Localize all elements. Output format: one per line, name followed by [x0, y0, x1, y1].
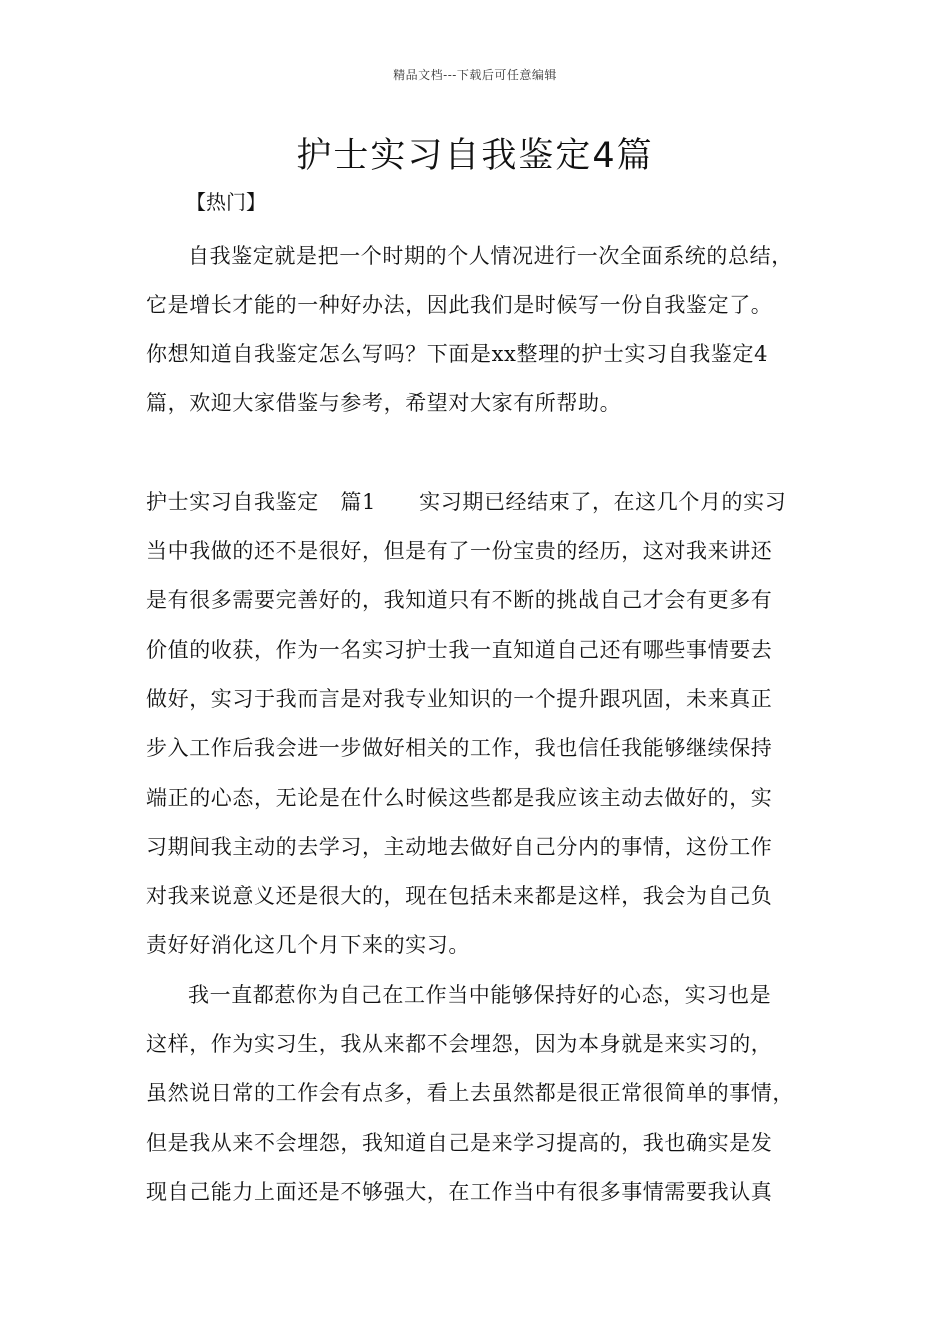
- hot-tag: 【热门】: [186, 190, 266, 214]
- section1-line: 当中我做的还不是很好，但是有了一份宝贵的经历，这对我来讲还: [146, 539, 773, 563]
- section1-line: 价值的收获，作为一名实习护士我一直知道自己还有哪些事情要去: [146, 638, 773, 662]
- para2-line: 我一直都惹你为自己在工作当中能够保持好的心态，实习也是: [188, 983, 772, 1007]
- section1-line: 做好，实习于我而言是对我专业知识的一个提升跟巩固，未来真正: [146, 687, 773, 711]
- section1-line: 护士实习自我鉴定 篇1 实习期已经结束了，在这几个月的实习: [146, 490, 787, 514]
- header-note: 精品文档---下载后可任意编辑: [393, 68, 557, 82]
- para2-line: 现自己能力上面还是不够强大，在工作当中有很多事情需要我认真: [146, 1180, 773, 1204]
- intro-line: 它是增长才能的一种好办法，因此我们是时候写一份自我鉴定了。: [146, 293, 773, 317]
- section1-line: 端正的心态，无论是在什么时候这些都是我应该主动去做好的，实: [146, 786, 773, 810]
- section1-line: 对我来说意义还是很大的，现在包括未来都是这样，我会为自己负: [146, 884, 773, 908]
- section1-line: 责好好消化这几个月下来的实习。: [146, 933, 470, 957]
- intro-line: 篇，欢迎大家借鉴与参考，希望对大家有所帮助。: [146, 391, 622, 415]
- page-title: 护士实习自我鉴定4篇: [296, 136, 654, 176]
- intro-line: 你想知道自我鉴定怎么写吗？下面是xx整理的护士实习自我鉴定4: [146, 342, 769, 366]
- para2-line: 但是我从来不会埋怨，我知道自己是来学习提高的，我也确实是发: [146, 1131, 773, 1155]
- section1-line: 习期间我主动的去学习，主动地去做好自己分内的事情，这份工作: [146, 835, 773, 859]
- section1-line: 是有很多需要完善好的，我知道只有不断的挑战自己才会有更多有: [146, 588, 773, 612]
- section1-line: 步入工作后我会进一步做好相关的工作，我也信任我能够继续保持: [146, 736, 773, 760]
- para2-line: 这样，作为实习生，我从来都不会埋怨，因为本身就是来实习的，: [146, 1032, 773, 1056]
- para2-line: 虽然说日常的工作会有点多，看上去虽然都是很正常很简单的事情，: [146, 1081, 794, 1105]
- intro-line: 自我鉴定就是把一个时期的个人情况进行一次全面系统的总结，: [188, 244, 793, 268]
